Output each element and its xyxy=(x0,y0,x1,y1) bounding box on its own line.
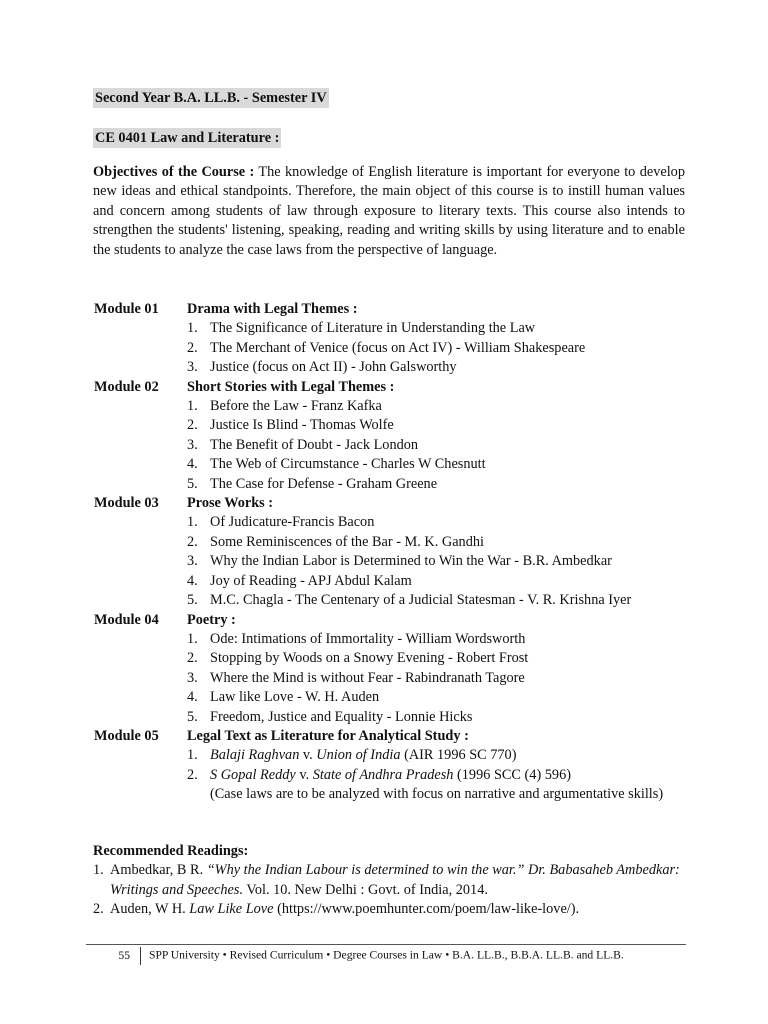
module-03 xyxy=(93,494,693,610)
module-title: Legal Text as Literature for Analytical Study : xyxy=(187,727,469,744)
list-item: 3. Why the Indian Labor is Determined to Win the War - B.R. Ambedkar xyxy=(187,553,612,570)
module-label: Module 02 xyxy=(94,378,159,395)
list-item: 2. Stopping by Woods on a Snowy Evening - Robert Frost xyxy=(187,650,529,667)
module-title: Short Stories with Legal Themes : xyxy=(187,378,395,395)
reading-item: 2. Auden, W H. Law Like Love (https://www.poemhunter.com/poem/law-like-love/). xyxy=(93,901,580,918)
reading-item: 1. Ambedkar, B R. “Why the Indian Labour is determined to win the war.” Dr. Babasaheb Ambedkar: Writings and Speeches. Vol. 10. New Delhi : Govt. of India, 2014. xyxy=(93,862,680,898)
footer-separator xyxy=(140,947,141,965)
list-item: 3. The Benefit of Doubt - Jack London xyxy=(187,436,419,453)
case-law-item: 1. Balaji Raghvan v. Union of India (AIR 1996 SC 770) xyxy=(187,747,517,764)
objectives-label: Objectives of the Course : xyxy=(93,164,255,180)
list-item: 3. Where the Mind is without Fear - Rabindranath Tagore xyxy=(187,669,525,686)
module-label: Module 04 xyxy=(94,611,159,628)
list-item: 2. Some Reminiscences of the Bar - M. K. Gandhi xyxy=(187,533,484,550)
module-label: Module 01 xyxy=(94,301,159,317)
case-law-note: (Case laws are to be analyzed with focus on narrative and argumentative skills) xyxy=(210,786,664,803)
page-footer xyxy=(100,947,700,965)
modules-list xyxy=(93,300,693,805)
module-label: Module 03 xyxy=(94,495,159,512)
module-01 xyxy=(93,300,693,378)
readings-title: Recommended Readings: xyxy=(93,843,249,859)
list-item: 2. Justice Is Blind - Thomas Wolfe xyxy=(187,417,394,434)
case-law-item: 2. S Gopal Reddy v. State of Andhra Pradesh (1996 SCC (4) 596) xyxy=(187,766,571,783)
course-heading: CE 0401 Law and Literature : xyxy=(95,130,280,146)
list-item: 1. Before the Law - Franz Kafka xyxy=(187,398,382,415)
list-item: 2. The Merchant of Venice (focus on Act IV) - William Shakespeare xyxy=(187,339,586,356)
module-02 xyxy=(93,378,693,494)
module-title: Poetry : xyxy=(187,611,236,628)
module-05 xyxy=(93,727,693,805)
list-item: 4. Law like Love - W. H. Auden xyxy=(187,689,380,706)
list-item: 1. Ode: Intimations of Immortality - William Wordsworth xyxy=(187,630,526,647)
objectives-text: The knowledge of English literature is important for everyone to develop new ideas and ethical standpoints. Therefore, the main object of this course is to instill human values and concern among students of law through exposure to literary texts. This course also intends to strengthen the students' listening, speaking, reading and writing skills by using literature and to enable the students to analyze the case laws from the perspective of language. xyxy=(93,164,685,258)
list-item: 5. The Case for Defense - Graham Greene xyxy=(187,475,438,492)
footer-divider xyxy=(86,944,686,945)
list-item: 5. Freedom, Justice and Equality - Lonnie Hicks xyxy=(187,708,473,725)
list-item: 1. The Significance of Literature in Understanding the Law xyxy=(187,320,536,337)
list-item: 4. Joy of Reading - APJ Abdul Kalam xyxy=(187,572,412,589)
module-title: Prose Works : xyxy=(187,495,274,512)
module-label: Module 05 xyxy=(94,727,159,744)
page-number: 55 xyxy=(118,948,130,962)
module-04 xyxy=(93,611,693,727)
footer-text: SPP University • Revised Curriculum • Degree Courses in Law • B.A. LL.B., B.B.A. LL.B. and LL.B. xyxy=(149,948,624,962)
module-title: Drama with Legal Themes : xyxy=(187,301,358,317)
list-item: 5. M.C. Chagla - The Centenary of a Judicial Statesman - V. R. Krishna Iyer xyxy=(187,592,632,609)
semester-heading: Second Year B.A. LL.B. - Semester IV xyxy=(95,90,327,106)
list-item: 3. Justice (focus on Act II) - John Galsworthy xyxy=(187,359,457,376)
course-objectives xyxy=(93,163,685,260)
recommended-readings xyxy=(93,842,693,920)
list-item: 4. The Web of Circumstance - Charles W Chesnutt xyxy=(187,456,486,473)
list-item: 1. Of Judicature-Francis Bacon xyxy=(187,514,375,531)
